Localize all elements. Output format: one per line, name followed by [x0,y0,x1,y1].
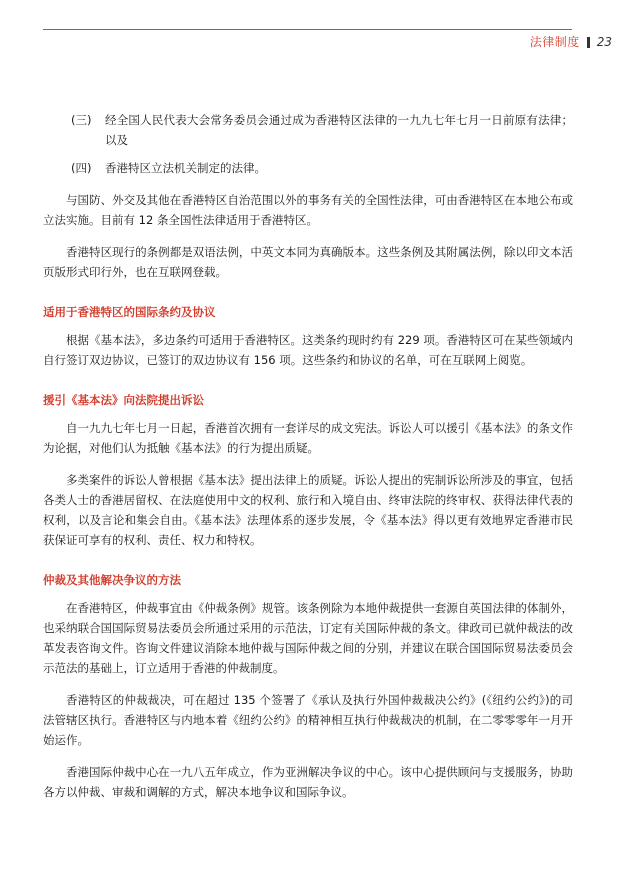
header-separator [587,37,590,48]
section-heading-basic-law-litigation: 援引《基本法》向法院提出诉讼 [43,393,204,407]
list-item-4 [43,158,573,178]
paragraph-arbitration-centre: 香港国际仲裁中心在一九八五年成立，作为亚洲解决争议的中心。该中心提供顾问与支援服务，协助各方以仲裁、审裁和调解的方式，解决本地争议和国际争议。 [43,765,573,799]
paragraph-arbitration-ordinance: 在香港特区，仲裁事宜由《仲裁条例》规管。该条例除为本地仲裁提供一套源自英国法律的体制外，也采纳联合国国际贸易法委员会所通过采用的示范法，订定有关国际仲裁的条文。律政司已就仲裁法的改革发表咨询文件。咨询文件建议消除本地仲裁与国际仲裁之间的分别，并建议在联合国国际贸易法委员会示范法的基础上，订立适用于香港的仲裁制度。 [43,601,573,675]
section-heading-treaties: 适用于香港特区的国际条约及协议 [43,305,216,319]
paragraph-constitutional-challenges: 多类案件的诉讼人曾根据《基本法》提出法律上的质疑。诉讼人提出的宪制诉讼所涉及的事宜，包括各类人士的香港居留权、在法庭使用中文的权利、旅行和入境自由、终审法院的终审权、获得法律代表的权利，以及言论和集会自由。《基本法》法理体系的逐步发展，令《基本法》得以更有效地界定香港市民获保证可享有的权利、责任、权力和特权。 [43,473,573,547]
list-item-text: 香港特区立法机关制定的法律。 [105,161,266,175]
list-marker: (四) [71,161,92,175]
section-heading-arbitration: 仲裁及其他解决争议的方法 [43,573,181,587]
header-rule [43,29,572,30]
paragraph-constitution: 自一九九七年七月一日起，香港首次拥有一套详尽的成文宪法。诉讼人可以援引《基本法》的条文作为论据，对他们认为抵触《基本法》的行为提出质疑。 [43,421,573,455]
running-header [530,33,612,51]
list-item-3 [43,110,573,150]
page-body [43,110,573,814]
paragraph-bilingual-ordinances: 香港特区现行的条例都是双语法例，中英文本同为真确版本。这些条例及其附属法例，除以印文本活页版形式印行外，也在互联网登载。 [43,245,573,279]
list-marker: (三) [71,113,92,127]
page-number: 23 [596,35,612,49]
list-item-text: 经全国人民代表大会常务委员会通过成为香港特区法律的一九九七年七月一日前原有法律；以及 [105,113,573,147]
paragraph-treaties: 根据《基本法》，多边条约可适用于香港特区。这类条约现时约有 229 项。香港特区可在某些领域内自行签订双边协议，已签订的双边协议有 156 项。这些条约和协议的名单，可在互联网上阅览。 [43,333,573,367]
paragraph-new-york-convention: 香港特区的仲裁裁决，可在超过 135 个签署了《承认及执行外国仲裁裁决公约》(《纽约公约》)的司法管辖区执行。香港特区与内地本着《纽约公约》的精神相互执行仲裁裁决的机制，在二零零零年一月开始运作。 [43,693,573,747]
paragraph-national-laws: 与国防、外交及其他在香港特区自治范围以外的事务有关的全国性法律，可由香港特区在本地公布或立法实施。目前有 12 条全国性法律适用于香港特区。 [43,193,573,227]
chapter-title: 法律制度 [529,35,580,49]
